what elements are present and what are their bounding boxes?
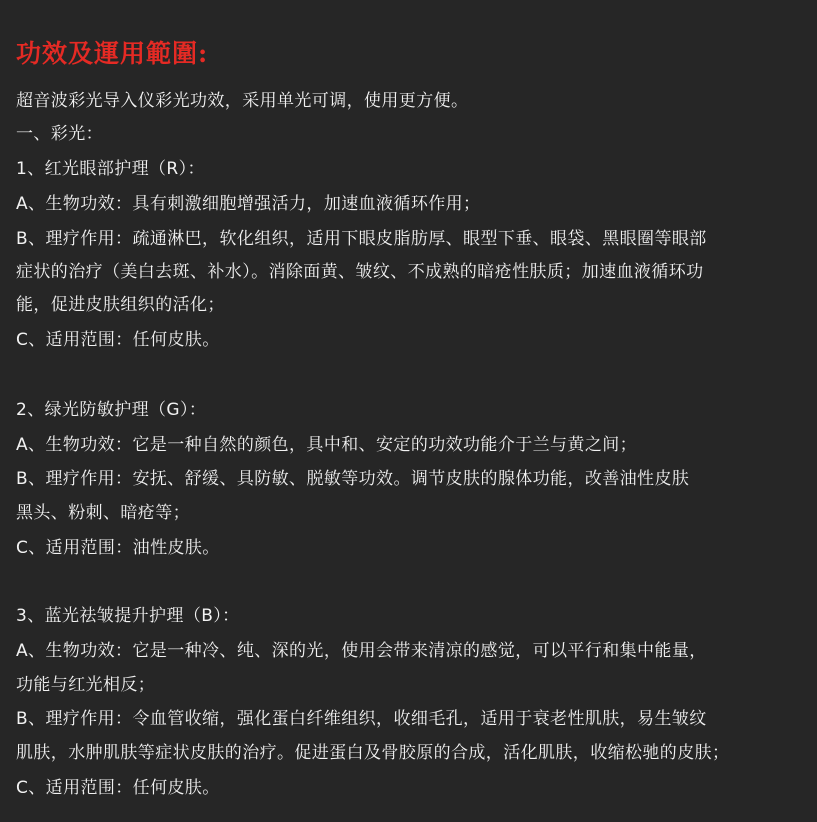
color-light-heading: 一、彩光： [16,124,103,144]
green-light-heading: 2、绿光防敏护理（G）： [16,400,207,420]
blue-light-line: C、适用范围：任何皮肤。 [16,778,220,798]
red-light-line: 能，促进皮肤组织的活化； [16,295,225,315]
blue-light-line: A、生物功效：它是一种冷、纯、深的光，使用会带来清凉的感觉，可以平行和集中能量， [16,641,707,661]
blue-light-line: B、理疗作用：令血管收缩，强化蛋白纤维组织，收细毛孔，适用于衰老性肌肤，易生皱纹 [16,709,707,729]
blue-light-line: 功能与红光相反； [16,675,156,695]
green-light-line: A、生物功效：它是一种自然的颜色，具中和、安定的功效功能介于兰与黄之间； [16,435,638,455]
green-light-line: C、适用范围：油性皮肤。 [16,538,220,558]
red-light-line: B、理疗作用：疏通淋巴，软化组织，适用下眼皮脂肪厚、眼型下垂、眼袋、黑眼圈等眼部 [16,229,707,249]
blue-light-line: 肌肤，水肿肌肤等症状皮肤的治疗。促进蛋白及骨胶原的合成，活化肌肤，收缩松驰的皮肤； [16,743,730,763]
intro-text: 超音波彩光导入仪彩光功效，采用单光可调，使用更方便。 [16,91,469,111]
red-light-heading: 1、红光眼部护理（R）： [16,159,205,179]
green-light-line: B、理疗作用：安抚、舒缓、具防敏、脱敏等功效。调节皮肤的腺体功能，改善油性皮肤 [16,469,690,489]
green-light-line: 黑头、粉刺、暗疮等； [16,503,190,523]
red-light-line: A、生物功效：具有刺激细胞增强活力，加速血液循环作用； [16,194,481,214]
red-light-line: 症状的治疗（美白去斑、补水）。消除面黄、皱纹、不成熟的暗疮性肤质；加速血液循环功 [16,262,704,282]
red-light-line: C、适用范围：任何皮肤。 [16,330,220,350]
blue-light-heading: 3、蓝光祛皱提升护理（B）： [16,606,240,626]
page-title: 功效及運用範圍: [16,39,209,68]
